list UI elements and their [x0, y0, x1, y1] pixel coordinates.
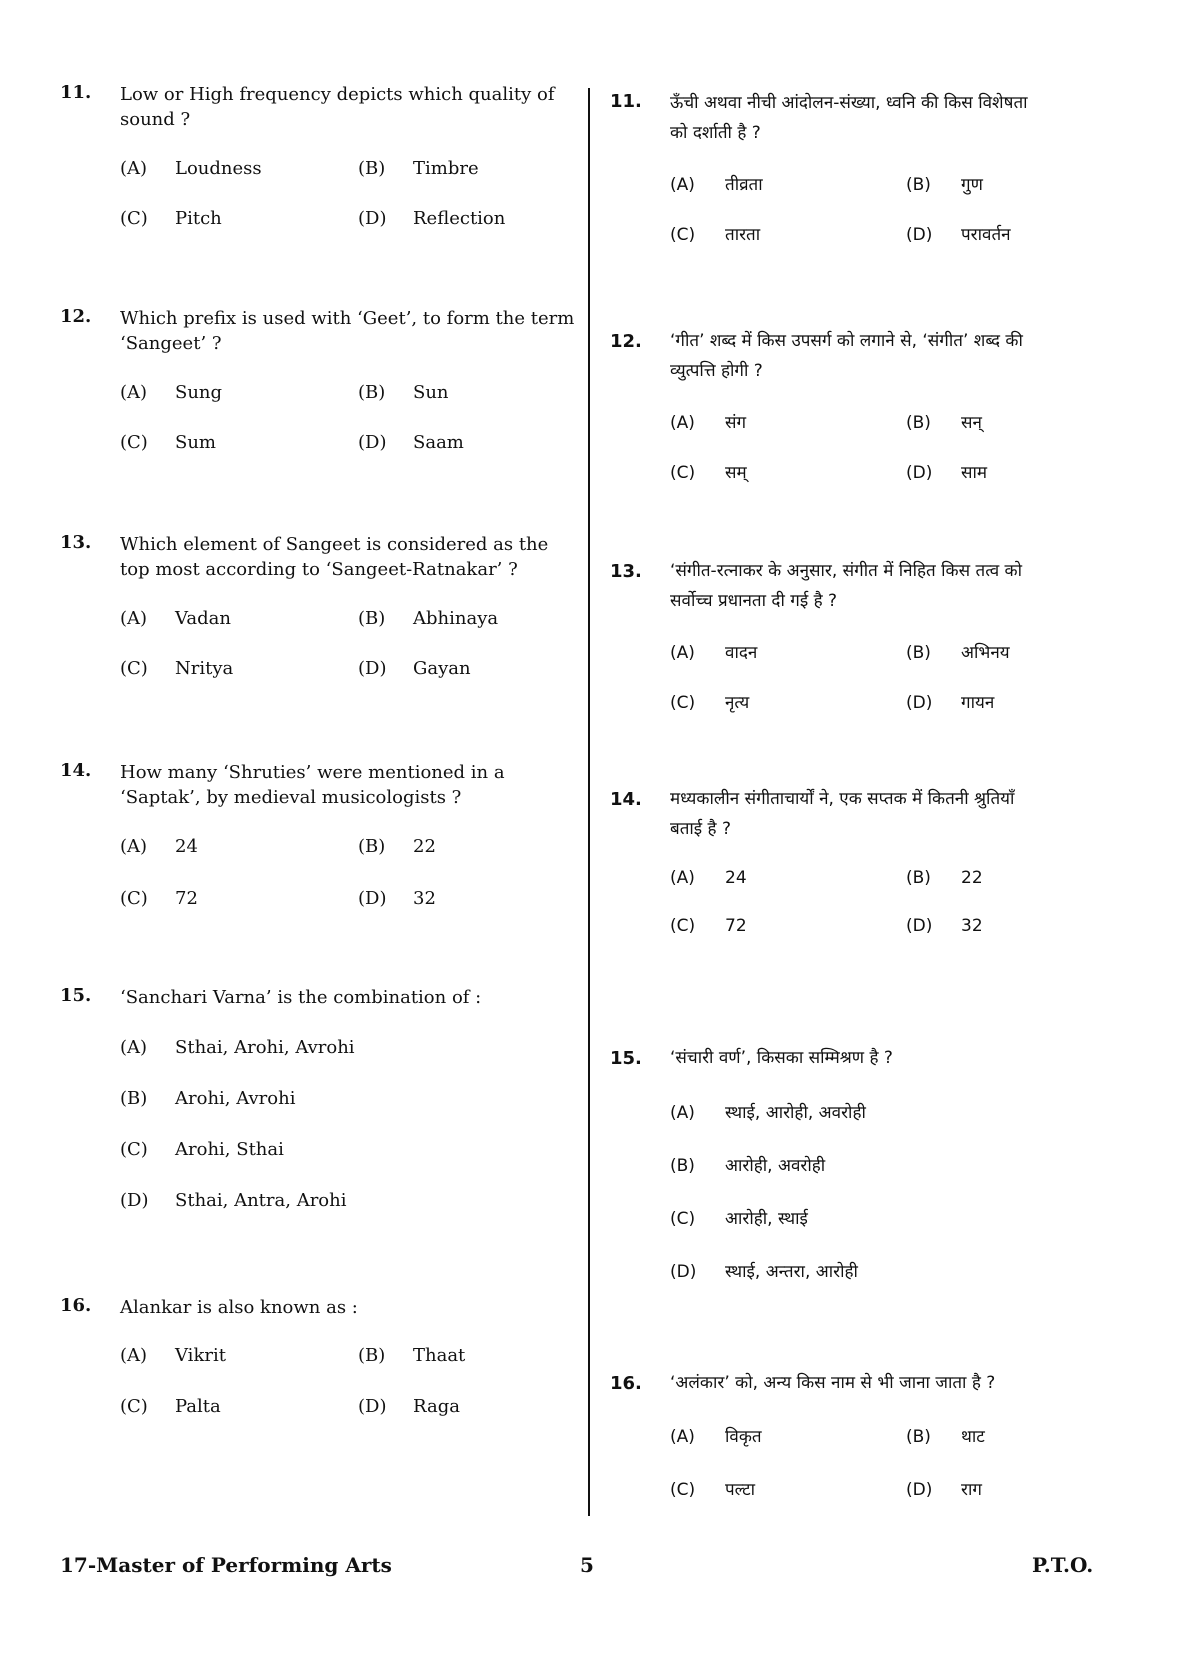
option-d: (D) Saam	[358, 432, 464, 453]
option-a: (A) स्थाई, आरोही, अवरोही	[670, 1103, 866, 1123]
question-number: 12.	[60, 306, 92, 327]
option-b: (B) गुण	[906, 175, 983, 195]
question-text: ‘संचारी वर्ण’, किसका सम्मिश्रण है ?	[670, 1048, 893, 1068]
option-b: (B) Abhinaya	[358, 608, 499, 629]
option-d: (D) 32	[358, 888, 436, 909]
question-text: Alankar is also known as :	[120, 1297, 358, 1318]
option-b: (B) थाट	[906, 1427, 985, 1447]
question-text: ‘संगीत-रत्नाकर के अनुसार, संगीत में निहित किस तत्व को सर्वोच्च प्रधानता दी गई है ?	[670, 561, 1023, 611]
option-d: (D) राग	[906, 1480, 982, 1500]
option-b: (B) आरोही, अवरोही	[670, 1156, 826, 1176]
footer-subject: 17-Master of Performing Arts	[60, 1553, 392, 1577]
option-c: (C) 72	[120, 888, 198, 909]
question-number: 13.	[60, 532, 92, 553]
option-b: (B) Timbre	[358, 158, 479, 179]
option-d: (D) 32	[906, 916, 983, 936]
option-c: (C) Arohi, Sthai	[120, 1139, 284, 1160]
option-d: (D) Raga	[358, 1396, 460, 1417]
question-text: ‘Sanchari Varna’ is the combination of :	[120, 987, 482, 1008]
page-number: 5	[580, 1553, 594, 1577]
question-number: 13.	[610, 561, 642, 582]
option-c: (C) Nritya	[120, 658, 234, 679]
pto-label: P.T.O.	[1032, 1553, 1094, 1577]
question-number: 14.	[610, 789, 642, 810]
option-c: (C) Palta	[120, 1396, 221, 1417]
question-number: 14.	[60, 760, 92, 781]
option-a: (A) तीव्रता	[670, 175, 763, 195]
question-number: 16.	[610, 1373, 642, 1394]
option-a: (A) 24	[120, 836, 198, 857]
question-text: Low or High frequency depicts which quality of sound ?	[120, 84, 555, 130]
option-a: (A) Vadan	[120, 608, 231, 629]
option-a: (A) Vikrit	[120, 1345, 226, 1366]
option-b: (B) अभिनय	[906, 643, 1010, 663]
question-number: 12.	[610, 331, 642, 352]
option-b: (B) Arohi, Avrohi	[120, 1088, 296, 1109]
option-c: (C) 72	[670, 916, 747, 936]
option-d: (D) Reflection	[358, 208, 506, 229]
option-c: (C) नृत्य	[670, 693, 750, 713]
option-c: (C) Sum	[120, 432, 216, 453]
question-number: 15.	[610, 1048, 642, 1069]
option-a: (A) विकृत	[670, 1427, 762, 1447]
option-a: (A) Sung	[120, 382, 223, 403]
option-c: (C) Pitch	[120, 208, 222, 229]
option-c: (C) पल्टा	[670, 1480, 756, 1500]
question-number: 15.	[60, 985, 92, 1006]
option-c: (C) आरोही, स्थाई	[670, 1209, 808, 1229]
option-d: (D) स्थाई, अन्तरा, आरोही	[670, 1262, 858, 1282]
option-d: (D) Gayan	[358, 658, 471, 679]
option-d: (D) गायन	[906, 693, 995, 713]
option-b: (B) 22	[358, 836, 436, 857]
option-a: (A) 24	[670, 868, 747, 888]
option-a: (A) वादन	[670, 643, 758, 663]
option-b: (B) Thaat	[358, 1345, 466, 1366]
question-number: 11.	[60, 82, 92, 103]
question-text: Which prefix is used with ‘Geet’, to form the term ‘Sangeet’ ?	[120, 308, 575, 354]
option-d: (D) साम	[906, 463, 988, 483]
option-c: (C) तारता	[670, 225, 761, 245]
question-text: ‘गीत’ शब्द में किस उपसर्ग को लगाने से, ‘संगीत’ शब्द की व्युत्पत्ति होगी ?	[670, 331, 1023, 381]
option-d: (D) Sthai, Antra, Arohi	[120, 1190, 347, 1211]
question-text: ऊँची अथवा नीची आंदोलन-संख्या, ध्वनि की किस विशेषता को दर्शाती है ?	[670, 93, 1028, 143]
option-d: (D) परावर्तन	[906, 225, 1011, 245]
question-text: मध्यकालीन संगीताचार्यों ने, एक सप्तक में कितनी श्रुतियाँ बताई है ?	[670, 789, 1015, 839]
option-b: (B) 22	[906, 868, 983, 888]
question-text: Which element of Sangeet is considered as the top most according to ‘Sangeet-Ratnakar’ ?	[120, 534, 549, 580]
question-number: 16.	[60, 1295, 92, 1316]
question-text: ‘अलंकार’ को, अन्य किस नाम से भी जाना जाता है ?	[670, 1373, 996, 1393]
option-a: (A) संग	[670, 413, 747, 433]
option-a: (A) Sthai, Arohi, Avrohi	[120, 1037, 355, 1058]
question-number: 11.	[610, 91, 642, 112]
option-c: (C) सम्	[670, 463, 747, 483]
question-text: How many ‘Shruties’ were mentioned in a ‘Saptak’, by medieval musicologists ?	[120, 762, 505, 808]
option-b: (B) Sun	[358, 382, 449, 403]
option-a: (A) Loudness	[120, 158, 262, 179]
option-b: (B) सन्	[906, 413, 982, 433]
